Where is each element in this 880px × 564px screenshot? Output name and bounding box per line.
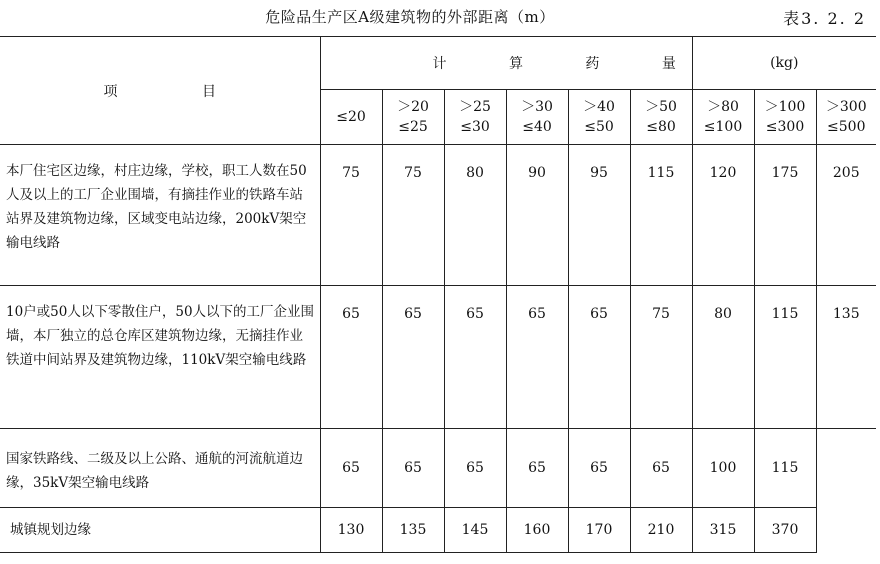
header-row-1 <box>0 37 876 90</box>
table-row <box>0 429 876 508</box>
value-cell: 370 <box>754 508 816 553</box>
empty-cell <box>816 508 876 553</box>
range-header: ＞50 ≤80 <box>630 90 692 145</box>
value-cell: 120 <box>692 145 754 286</box>
calc-header: 计 算 药 量 <box>320 37 692 90</box>
value-cell: 65 <box>630 429 692 508</box>
value-cell: 95 <box>568 145 630 286</box>
table-title: 危险品生产区A级建筑物的外部距离（m） <box>265 8 555 26</box>
range-header: ＞100 ≤300 <box>754 90 816 145</box>
value-cell: 130 <box>320 508 382 553</box>
value-cell: 315 <box>692 508 754 553</box>
value-cell: 65 <box>320 429 382 508</box>
value-cell: 65 <box>568 429 630 508</box>
range-header: ＞20 ≤25 <box>382 90 444 145</box>
range-header: ＞80 ≤100 <box>692 90 754 145</box>
item-header: 项 目 <box>0 37 320 145</box>
value-cell: 75 <box>630 286 692 429</box>
empty-cell <box>816 429 876 508</box>
value-cell: 75 <box>382 145 444 286</box>
table-row <box>0 508 876 553</box>
table-number: 表3. 2. 2 <box>783 9 866 28</box>
value-cell: 135 <box>382 508 444 553</box>
unit-header: (kg) <box>692 37 876 90</box>
value-cell: 65 <box>444 429 506 508</box>
value-cell: 65 <box>506 286 568 429</box>
range-header: ＞300 ≤500 <box>816 90 876 145</box>
row-item: 国家铁路线、二级及以上公路、通航的河流航道边缘，35kV架空输电线路 <box>0 429 320 508</box>
value-cell: 115 <box>754 286 816 429</box>
distance-table <box>0 36 876 553</box>
value-cell: 175 <box>754 145 816 286</box>
row-item: 本厂住宅区边缘，村庄边缘，学校，职工人数在50人及以上的工厂企业围墙，有摘挂作业的铁路车站站界及建筑物边缘，区域变电站边缘，200kV架空输电线路 <box>0 145 320 286</box>
row-item: 10户或50人以下零散住户，50人以下的工厂企业围墙，本厂独立的总仓库区建筑物边缘，无摘挂作业铁道中间站界及建筑物边缘，110kV架空输电线路 <box>0 286 320 429</box>
value-cell: 80 <box>692 286 754 429</box>
range-header: ≤20 <box>320 90 382 145</box>
value-cell: 205 <box>816 145 876 286</box>
range-header: ＞40 ≤50 <box>568 90 630 145</box>
value-cell: 135 <box>816 286 876 429</box>
value-cell: 65 <box>568 286 630 429</box>
value-cell: 115 <box>630 145 692 286</box>
range-header: ＞25 ≤30 <box>444 90 506 145</box>
value-cell: 210 <box>630 508 692 553</box>
value-cell: 90 <box>506 145 568 286</box>
value-cell: 160 <box>506 508 568 553</box>
value-cell: 115 <box>754 429 816 508</box>
value-cell: 170 <box>568 508 630 553</box>
range-header: ＞30 ≤40 <box>506 90 568 145</box>
value-cell: 65 <box>382 286 444 429</box>
value-cell: 65 <box>382 429 444 508</box>
value-cell: 65 <box>506 429 568 508</box>
value-cell: 100 <box>692 429 754 508</box>
table-row <box>0 145 876 286</box>
value-cell: 65 <box>444 286 506 429</box>
value-cell: 80 <box>444 145 506 286</box>
table-row <box>0 286 876 429</box>
value-cell: 145 <box>444 508 506 553</box>
row-item: 城镇规划边缘 <box>0 508 320 553</box>
value-cell: 75 <box>320 145 382 286</box>
value-cell: 65 <box>320 286 382 429</box>
